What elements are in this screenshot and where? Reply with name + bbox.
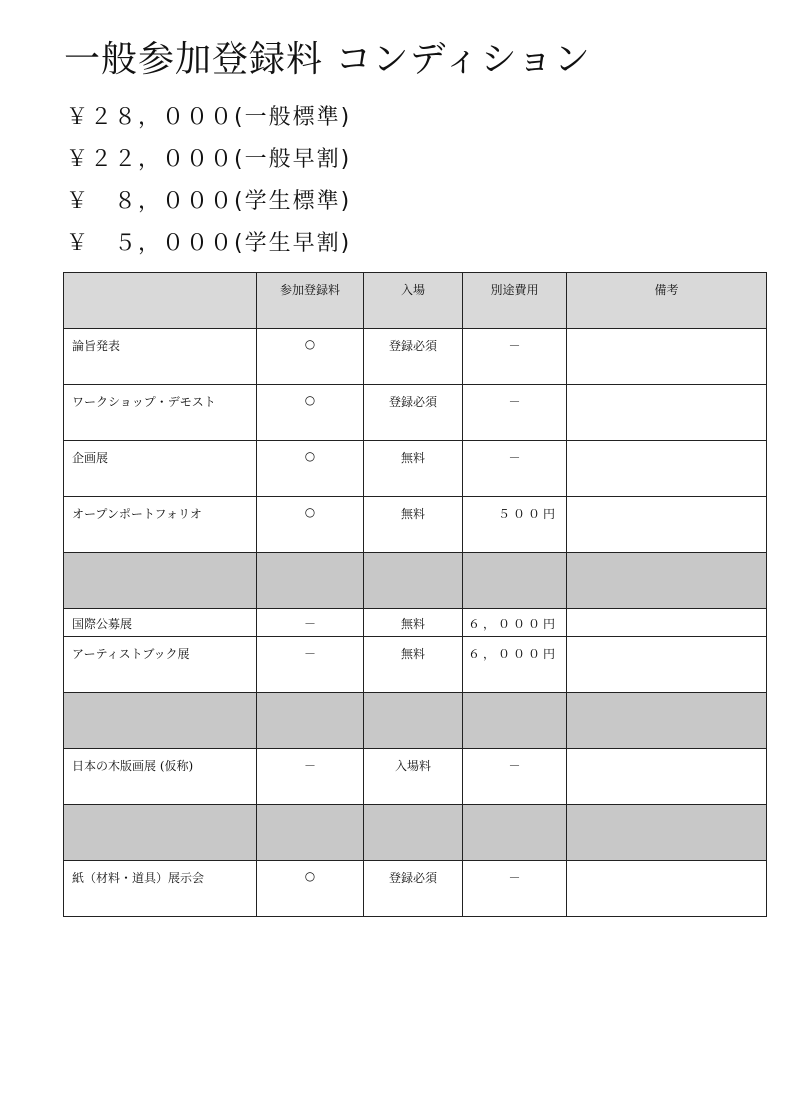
row-name: 企画展: [64, 441, 257, 497]
row-entry: 無料: [364, 497, 463, 553]
row-note: [567, 749, 767, 805]
row-extra-cost: [463, 553, 567, 609]
row-note: [567, 637, 767, 693]
row-extra-cost: －: [463, 329, 567, 385]
table-row: [64, 497, 767, 553]
row-registration: ○: [257, 329, 364, 385]
fee-student-early: ￥ ５，０００(学生早割): [66, 231, 352, 256]
row-entry: 無料: [364, 637, 463, 693]
row-name: アーティストブック展: [64, 637, 257, 693]
row-registration: ○: [257, 497, 364, 553]
row-note: [567, 385, 767, 441]
table-row: [64, 609, 767, 637]
row-extra-cost: [463, 805, 567, 861]
row-extra-cost: [463, 693, 567, 749]
row-name: オープンポートフォリオ: [64, 497, 257, 553]
table-row: [64, 861, 767, 917]
table-row: [64, 329, 767, 385]
row-note: [567, 693, 767, 749]
fee-general-standard: ￥２８，０００(一般標準): [66, 105, 352, 130]
table-row: [64, 385, 767, 441]
row-entry: 入場料: [364, 749, 463, 805]
row-note: [567, 805, 767, 861]
row-name: 論旨発表: [64, 329, 257, 385]
row-name: 日本の木版画展 (仮称): [64, 749, 257, 805]
row-entry: 登録必須: [364, 329, 463, 385]
row-entry: [364, 553, 463, 609]
page-title: 一般参加登録料 コンディション: [64, 39, 591, 80]
row-name: [64, 553, 257, 609]
row-extra-cost: －: [463, 385, 567, 441]
row-extra-cost: ６，０００円: [463, 637, 567, 693]
table-row: [64, 749, 767, 805]
row-entry: 無料: [364, 441, 463, 497]
row-registration: ○: [257, 861, 364, 917]
row-registration: －: [257, 749, 364, 805]
row-note: [567, 497, 767, 553]
row-registration: [257, 693, 364, 749]
row-entry: 登録必須: [364, 861, 463, 917]
table-header-row: [64, 273, 767, 329]
row-note: [567, 553, 767, 609]
row-registration: －: [257, 637, 364, 693]
row-name: [64, 693, 257, 749]
separator-row: [64, 553, 767, 609]
header-category: [64, 273, 257, 329]
header-entry: 入場: [364, 273, 463, 329]
condition-table: [63, 272, 767, 917]
table-row: [64, 441, 767, 497]
row-extra-cost: －: [463, 441, 567, 497]
row-name: 紙（材料・道具）展示会: [64, 861, 257, 917]
row-extra-cost: －: [463, 861, 567, 917]
row-name: 国際公募展: [64, 609, 257, 637]
row-registration: [257, 553, 364, 609]
row-note: [567, 441, 767, 497]
row-entry: [364, 693, 463, 749]
header-note: 備考: [567, 273, 767, 329]
fee-student-standard: ￥ ８，０００(学生標準): [66, 189, 352, 214]
separator-row: [64, 805, 767, 861]
row-registration: [257, 805, 364, 861]
row-note: [567, 329, 767, 385]
row-registration: ○: [257, 385, 364, 441]
row-entry: 無料: [364, 609, 463, 637]
fee-general-early: ￥２２，０００(一般早割): [66, 147, 352, 172]
row-name: ワークショップ・デモスト: [64, 385, 257, 441]
row-note: [567, 609, 767, 637]
row-extra-cost: ５００円: [463, 497, 567, 553]
header-extra-cost: 別途費用: [463, 273, 567, 329]
row-entry: 登録必須: [364, 385, 463, 441]
row-note: [567, 861, 767, 917]
separator-row: [64, 693, 767, 749]
row-registration: －: [257, 609, 364, 637]
row-extra-cost: ６，０００円: [463, 609, 567, 637]
row-extra-cost: －: [463, 749, 567, 805]
row-name: [64, 805, 257, 861]
header-registration: 参加登録料: [257, 273, 364, 329]
table-row: [64, 637, 767, 693]
row-entry: [364, 805, 463, 861]
row-registration: ○: [257, 441, 364, 497]
